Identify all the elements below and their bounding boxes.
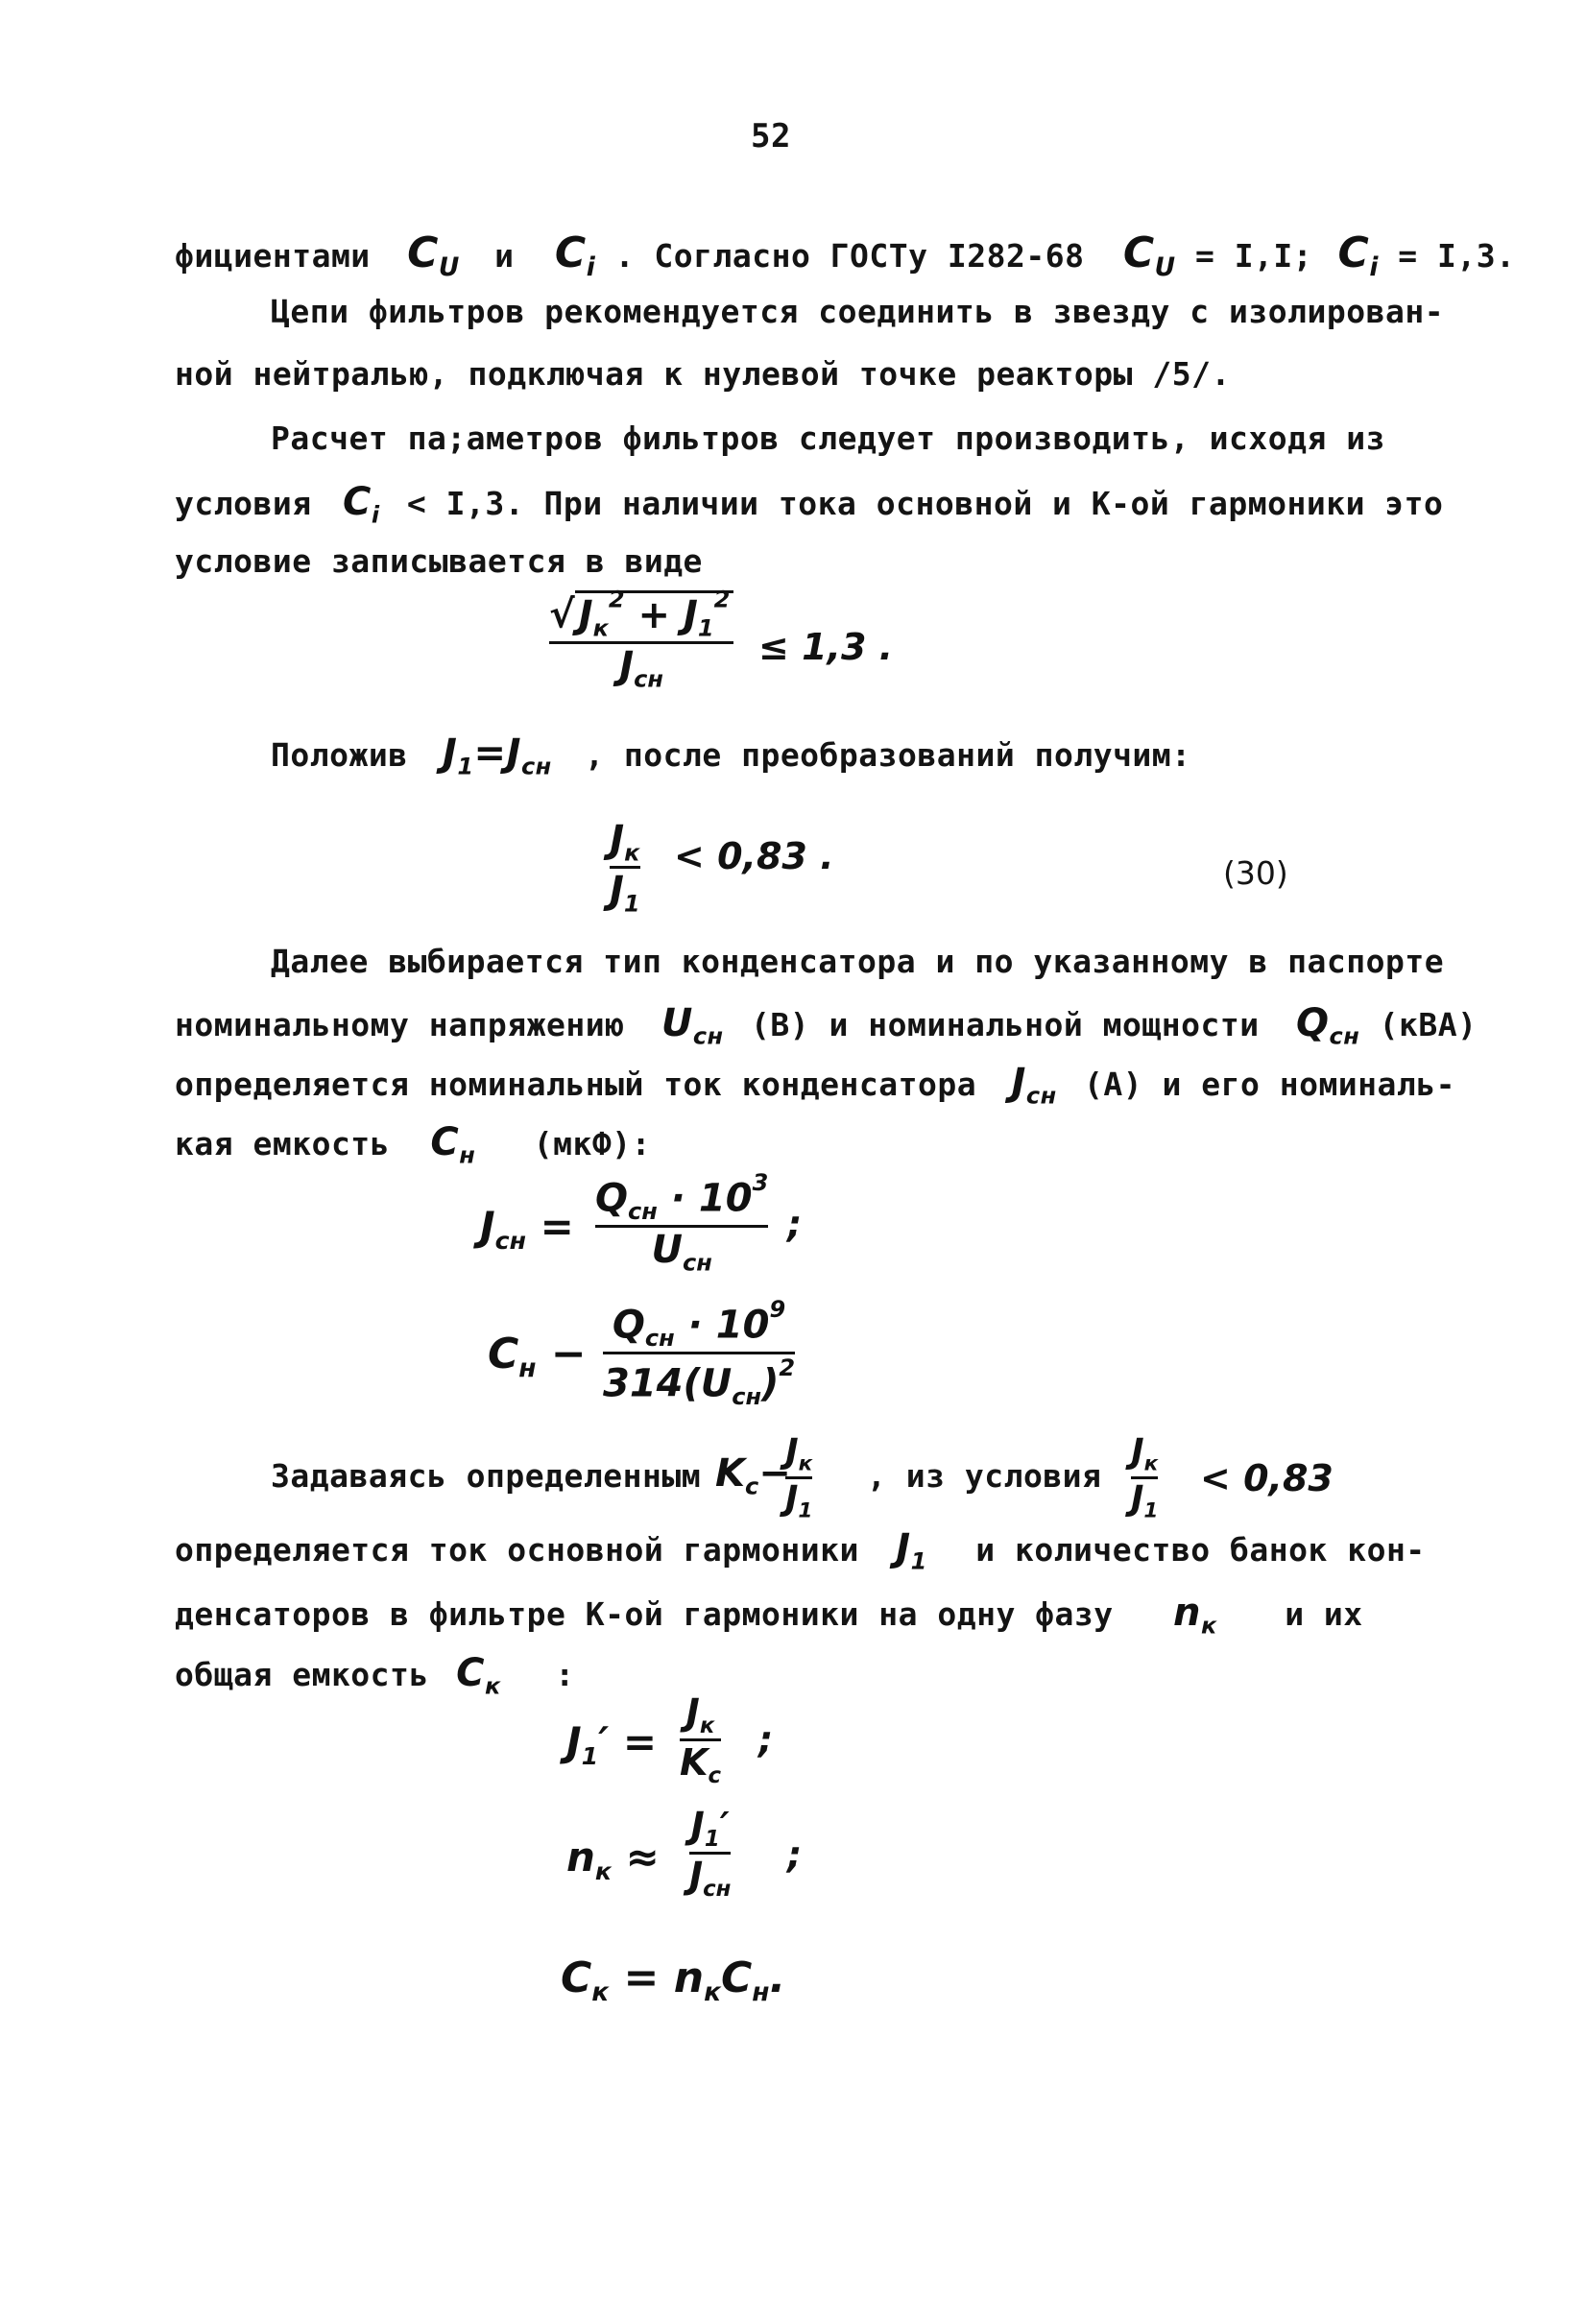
text-fragment: , после преобразований получим:	[585, 736, 1191, 774]
formula-j1prime-end: ;	[758, 1718, 774, 1761]
formula-numerator: $J_к$	[785, 1432, 813, 1476]
text-line-3: ной нейтралью, подключая к нулевой точке реакторы /5/.	[175, 355, 1231, 393]
symbol-qcn: $Q_{сн}$	[1295, 1001, 1360, 1050]
formula-condition-rhs: < 0,83	[1200, 1457, 1334, 1499]
formula-denominator: $K_c$	[680, 1740, 721, 1788]
text-fragment: (кВА)	[1379, 1006, 1478, 1043]
text-fragment: = I,I;	[1194, 237, 1313, 275]
text-line-11	[175, 1120, 651, 1168]
formula-numerator: $J_к$	[1131, 1432, 1159, 1476]
text-fragment: фициентами	[175, 237, 371, 275]
text-fragment: Положив	[271, 736, 408, 774]
text-fragment: (В) и номинальной мощности	[751, 1006, 1260, 1043]
text-line-7	[271, 731, 1191, 779]
formula-30-rhs: < 0,83 .	[674, 835, 834, 877]
formula-nk-lhs: $n_к$ ≈	[566, 1833, 660, 1885]
text-line-4: Расчет па;аметров фильтров следует производить, исходя из	[271, 419, 1385, 457]
symbol-cu: $C_U$	[407, 228, 460, 283]
symbol-cn: $C_н$	[430, 1120, 476, 1169]
symbol-ck: $C_к$	[456, 1651, 501, 1700]
formula-cn-lhs: $C_н$ −	[488, 1330, 587, 1384]
formula-denominator: $U_{сн}$	[651, 1227, 712, 1277]
text-line-6: условие записывается в виде	[175, 542, 703, 580]
text-line-5	[175, 480, 1443, 528]
formula-nk-end: ;	[787, 1833, 803, 1876]
formula-denominator: $314(U_{сн})^2$	[603, 1354, 796, 1410]
equation-number: (30)	[1223, 854, 1288, 892]
formula-numerator: $J_к$	[610, 818, 640, 867]
symbol-j1-eq-jcn: $J_1=J_{сн}$	[442, 731, 552, 780]
text-fragment: (А) и его номиналь-	[1084, 1066, 1456, 1103]
page-number: 52	[751, 117, 791, 156]
text-line-15	[175, 1651, 575, 1699]
formula-jcn-end: ;	[787, 1203, 803, 1245]
formula-denominator: $J_{сн}$	[689, 1854, 732, 1902]
text-line-13	[175, 1526, 1426, 1574]
formula-numerator: $J_к$	[685, 1691, 715, 1738]
formula-j1prime	[680, 1691, 721, 1788]
formula-jcn-lhs: $J_{сн}$ =	[480, 1203, 574, 1255]
symbol-nk: $n_к$	[1173, 1591, 1217, 1640]
formula-ratio-limit-rhs: ≤ 1,3 .	[758, 626, 894, 668]
formula-30	[610, 818, 640, 918]
text-fragment: Задаваясь определенным	[271, 1457, 702, 1495]
symbol-cu: $C_U$	[1122, 228, 1176, 283]
text-line-12	[271, 1457, 701, 1495]
text-fragment: определяется номинальный ток конденсатора	[175, 1066, 977, 1103]
symbol-ci: $C_i$	[554, 228, 596, 283]
text-fragment: и количество банок кон-	[975, 1531, 1426, 1569]
formula-numerator: $J_1'$	[690, 1805, 730, 1852]
symbol-ucn: $U_{сн}$	[661, 1001, 724, 1050]
text-fragment: < I,3. При наличии тока основной и К-ой гармоники это	[406, 485, 1444, 522]
text-fragment: номинальному напряжению	[175, 1006, 625, 1043]
text-fragment: и	[494, 237, 515, 275]
symbol-ci: $C_i$	[1337, 228, 1379, 283]
formula-nk	[689, 1805, 731, 1902]
text-line-10	[175, 1061, 1455, 1109]
formula-kc-fraction	[785, 1432, 812, 1522]
text-line-14	[175, 1591, 1363, 1639]
formula-numerator: √ $J_к^2 + J_1^2$	[549, 586, 733, 641]
text-fragment: :	[555, 1656, 575, 1693]
text-line-1	[175, 228, 1515, 282]
formula-denominator: $J_1$	[1131, 1478, 1159, 1523]
text-fragment: условия	[175, 485, 312, 522]
formula-numerator: $Q_{сн} \cdot 10^9$	[612, 1296, 786, 1352]
text-line-9	[175, 1001, 1478, 1049]
symbol-j1: $J_1$	[896, 1526, 927, 1575]
text-line-2: Цепи фильтров рекомендуется соединить в звезду с изолирован-	[271, 293, 1445, 330]
text-fragment: = I,3.	[1398, 237, 1516, 275]
text-line-8: Далее выбирается тип конденсатора и по указанному в паспорте	[271, 943, 1445, 980]
text-fragment: . Согласно ГОСТу I282-68	[614, 237, 1085, 275]
symbol-ci: $C_i$	[342, 480, 380, 529]
formula-cn	[603, 1296, 795, 1410]
formula-denominator: $J_1$	[785, 1478, 813, 1523]
formula-denominator: $J_1$	[610, 869, 640, 918]
formula-numerator: $Q_{сн} \cdot 10^3$	[595, 1169, 769, 1225]
formula-condition-fraction	[1131, 1432, 1158, 1522]
text-fragment: денсаторов в фильтре К-ой гармоники на одну фазу	[175, 1595, 1114, 1633]
text-fragment: общая емкость	[175, 1656, 429, 1693]
text-fragment: и их	[1285, 1595, 1363, 1633]
text-fragment: (мкФ):	[533, 1125, 651, 1162]
formula-ratio-limit	[549, 586, 733, 692]
text-line-12-b: , из условия	[867, 1457, 1102, 1495]
formula-j1prime-lhs: $J_1'$ =	[566, 1718, 658, 1770]
formula-jcn	[595, 1169, 768, 1276]
formula-kc: $K_c-$	[715, 1451, 791, 1500]
text-fragment: определяется ток основной гармоники	[175, 1531, 859, 1569]
formula-denominator: $J_{сн}$	[619, 643, 663, 693]
text-fragment: кая емкость	[175, 1125, 391, 1162]
formula-ck: $C_к = n_кC_н$.	[561, 1953, 786, 2008]
symbol-jcn: $J_{сн}$	[1011, 1061, 1057, 1110]
